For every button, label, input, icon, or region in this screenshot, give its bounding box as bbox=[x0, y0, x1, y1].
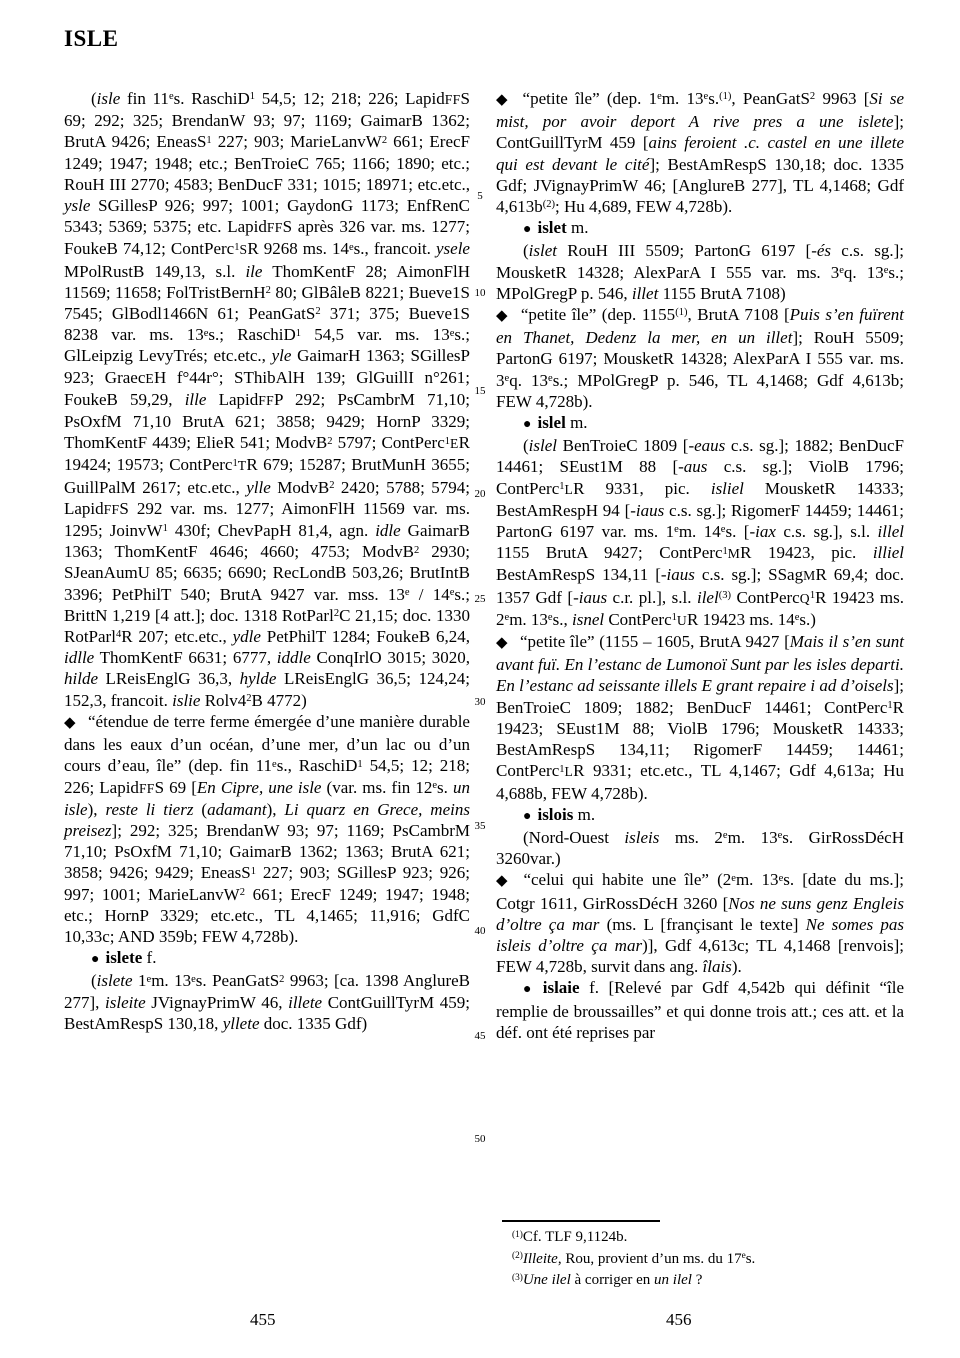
gutter-line-number: 15 bbox=[474, 385, 486, 397]
derivative-bullet-icon: ● bbox=[523, 222, 532, 238]
gutter-line-number: 25 bbox=[474, 593, 486, 605]
sense-diamond-icon: ◆ bbox=[496, 92, 511, 108]
gutter-line-number: 30 bbox=[474, 696, 486, 708]
footnote: $^{(2)}$Illeite, Rou, provient d’un ms. du 17es. bbox=[512, 1250, 756, 1267]
gutter-line-number: 5 bbox=[477, 190, 483, 202]
footnote-marker: (1) bbox=[512, 1229, 523, 1240]
entry-paragraph-form-list: (isle fin 11es. RaschiD$^1$ 54,5; 12; 218; 226; LapidFFS 69; 292; 325; BrendanW 93; 97; 1169; GaimarB 1362; BrutA 9426; EneasS$^1$ 227; 903; MarieLanvW$^2$ 661; ErecF 1249; 1947; 1948; etc.; BenTroieC 765; 1166; 1890; etc.; RouH III 2770; 4583; BenDucF 331; 1015; 18971; etc.etc., ysle SGillesP 926; 997; 1001; GaydonG 1173; EnfRenC 5343; 5369; 5375; etc. LapidFFS après 326 var. ms. 1277; FoukeB 74,12; ContPerc$^1$SR 9268 ms. 14es., francoit. ysele MPolRustB 149,13, s.l. ile ThomKentF 28; AimonFlH 11569; 11658; FolTristBernH$^2$ 80; GlBâleB 8221; Bueve1S 7545; GlBodl1466N 61; PeanGatS$^2$ 371; 375; Bueve1S 8238 var. ms. 13es.; RaschiD$^1$ 54,5 var. ms. 13es.; GlLeipzig LevyTrés; etc.etc., yle GaimarH 1363; SGillesP 923; GraecEH f°44r°; SThibAlH 139; GlGuillI n°261; FoukeB 59,29, ille LapidFFP 292; PsCambrM 71,10; PsOxfM 71,10 BrutA 621; 3858; 9429; HornP 3329; ThomKentF 4439; ElieR 541; ModvB$^2$ 5797; ContPerc$^1$ER 19424; 19573; ContPerc$^1$TR 679; 15287; BrutMunH 3655; GuillPalM 2617; etc.etc., ylle ModvB$^2$ 2420; 5788; 5794; LapidFFS 292 var. ms. 1277; AimonFlH 11569 var. ms. 1295; JoinvW$^1$ 430f; ChevPapH 81,4, agn. idle GaimarB 1363; ThomKentF 4646; 4660; 4753; ModvB$^2$ 2930; SJeanAumU 85; 6635; 6690; RecLondB 503,26; BrutIntB 3396; PetPhilT 540; BrutA 9427 var. mss. 13e / 14es.; BrittN 1,219 [4 att.]; doc. 1318 RotParl$^2$C 21,15; doc. 1330 RotParl$^4$R 207; etc.etc., ydle PetPhilT 1284; FoukeB 6,24, idlle ThomKentF 6631; 6777, iddle ConqIrlO 3015; 3020, hilde LReisEnglG 36,3, hylde LReisEnglG 36,5; 124,24; 152,3, francoit. islie $Rolv4^2B$ 4772) bbox=[64, 89, 471, 710]
sense-diamond-icon: ◆ bbox=[496, 308, 509, 325]
entry-paragraph-sense: ◆ “petite île” (dep. 1em. 13es.$^{(1)}$, PeanGatS$^2$ 9963 [Si se mist, por avoir deport A rive pres a une islete]; ContGuillTyrM 459 [ains feroient .c. castel en une illete qui est devant le cité]; BestAmRespS 130,18; doc. 1335 Gdf; JVignayPrimW 46; [AnglureB 277], TL 4,1468; Gdf $4,613b^{(2)}$; Hu 4,689, FEW 4,728b). bbox=[496, 89, 904, 217]
entry-paragraph-form-list: (islel BenTroieC 1809 [-eaus c.s. sg.]; 1882; BenDucF 14461; SEust1M 88 [-aus c.s. sg.]; ViolB 1796; ContPerc$^1$LR 9331, pic. isliel MousketR 14333; BestAmRespH 94 [-iaus c.s. sg.]; RigomerF 14459; 14461; PartonG 6197 var. ms. 1em. 14es. [-iax c.s. sg.], s.l. illel 1155 BrutA 9427; ContPerc$^1$MR 19423, pic. illiel BestAmRespS 134,11 [-iaus c.s. sg.]; SSagMR 69,4; doc. 1357 Gdf [-iaus c.r. pl.], s.l. ilel$^{(3)}$ ContPercQ$^1$R 19423 ms. 2em. 13es., isnel ContPerc$^1$UR 19423 ms. 14es.) bbox=[496, 436, 905, 629]
entry-paragraph-derivative: ● islet m. bbox=[523, 218, 589, 238]
page-number-left: 455 bbox=[250, 1310, 276, 1329]
entry-paragraph-derivative: ● islois m. bbox=[523, 804, 596, 824]
left-column bbox=[64, 88, 470, 1034]
derivative-bullet-icon: ● bbox=[523, 982, 537, 998]
derivative-bullet-icon: ● bbox=[523, 417, 532, 433]
gutter-line-number: 10 bbox=[474, 287, 486, 299]
page-number-right: 456 bbox=[666, 1310, 692, 1329]
right-column bbox=[496, 88, 904, 1043]
entry-paragraph-form-list: (islet RouH III 5509; PartonG 6197 [-és c.s. sg.]; MousketR 14328; AlexParA I 555 var. ms. 3eq. 13es.; MPolGregP p. 546, illet 1155 BrutA 7108) bbox=[496, 241, 904, 303]
gutter-line-number: 20 bbox=[474, 488, 486, 500]
sense-diamond-icon: ◆ bbox=[64, 714, 77, 731]
derivative-bullet-icon: ● bbox=[91, 952, 100, 968]
entry-paragraph-derivative: ● islete f. bbox=[91, 948, 157, 968]
footnotes-section bbox=[496, 1220, 904, 1292]
footnote-list bbox=[496, 1227, 904, 1292]
footnote: $^{(3)}$Une ilel à corriger en un ilel ? bbox=[512, 1272, 703, 1288]
footnote: $^{(1)}$Cf. TLF 9,1124b. bbox=[512, 1229, 628, 1245]
entry-paragraph-derivative: ● islel m. bbox=[523, 413, 588, 433]
gutter-line-number: 40 bbox=[474, 925, 486, 937]
entry-headword: ISLE bbox=[64, 26, 119, 51]
entry-paragraph-form-list: (Nord-Ouest isleis ms. 2em. 13es. GirRossDécH 3260var.) bbox=[496, 827, 904, 869]
derivative-bullet-icon: ● bbox=[523, 808, 532, 824]
entry-paragraph-sense: ◆ “petite île” (dep. 1155$^{(1)}$, BrutA 7108 [Puis s’en fuïrent en Thanet, Dedenz la mer, en un illet]; RouH 5509; PartonG 6197; MousketR 14328; AlexParA I 555 var. ms. 3eq. 13es.; MPolGregP p. 546, TL 4,1468; Gdf 4,613b; FEW 4,728b). bbox=[496, 305, 905, 411]
gutter-line-number: 45 bbox=[474, 1030, 486, 1042]
sense-diamond-icon: ◆ bbox=[496, 873, 512, 890]
entry-paragraph-derivative: ● islaie f. [Relevé par Gdf 4,542b qui définit “île remplie de broussailles” et qui donne trois att.; ces att. et la déf. ont été reprises par bbox=[496, 978, 904, 1042]
gutter-line-number: 50 bbox=[474, 1133, 486, 1145]
entry-paragraph-sense: ◆ “petite île” (1155 – 1605, BrutA 9427 [Mais il s’en sunt avant fuï. En l’estanc de Lumonoï Sunt par les isles departi. En l’estanc ad seissante illels E grant repaire i ad d’oisels]; BenTroieC 1809; 1882; BenDucF 14461; ContPerc$^1$R 19423; SEust1M 88; ViolB 1796; MousketR 14333; BestAmRespS 134,11; RigomerF 14459; 14461; ContPerc$^1$LR 9331; etc.etc., TL 4,1467; Gdf 4,613a; Hu 4,688b, FEW 4,728b). bbox=[496, 632, 904, 803]
sense-diamond-icon: ◆ bbox=[496, 635, 508, 652]
footnote-marker: (3) bbox=[512, 1272, 523, 1283]
entry-paragraph-sense: ◆ “celui qui habite une île” (2em. 13es. [date du ms.]; Cotgr 1611, GirRossDécH 3260 [Nos ne suns genz Engleis d’oltre ça mar (ms. L [françisant le texte] Ne somes pas isleis d’oltre ça mar)], Gdf 4,613c; TL 4,1468 [renvois]; FEW 4,728b, survit dans ang. îlais). bbox=[496, 870, 905, 977]
footnote-marker: (2) bbox=[512, 1251, 523, 1262]
entry-paragraph-form-list: (islete 1em. 13es. PeanGatS$^2$ 9963; [ca. 1398 AnglureB 277], isleite JVignayPrimW 46, illete ContGuillTyrM 459; BestAmRespS 130,18, yllete doc. 1335 Gdf) bbox=[64, 971, 470, 1033]
gutter-line-number: 35 bbox=[474, 820, 486, 832]
entry-paragraph-sense: ◆ “étendue de terre ferme émergée d’une manière durable dans les eaux d’un océan, d’une mer, d’un lac ou d’un cours d’eau, île” (dep. fin 11es., RaschiD$^1$ 54,5; 12; 218; 226; LapidFFS 69 [En Cipre, une isle (var. ms. fin 12es. un isle), reste li tierz (adamant), Li quarz en Grece, meins preisez]; 292; 325; BrendanW 93; 97; 1169; PsCambrM 71,10; PsOxfM 71,10; GaimarB 1362; 1363; BrutA 621; 3858; 9426; 9429; EneasS$^1$ 227; 903; SGillesP 923; 926; 997; 1001; MarieLanvW$^2$ 661; ErecF 1249; 1947; 1948; etc.; HornP 3329; etc.etc., TL 4,1465; 11,916; GdfC 10,33c; AND 359b; FEW 4,728b). bbox=[64, 711, 471, 946]
footnote-rule bbox=[502, 1220, 660, 1222]
